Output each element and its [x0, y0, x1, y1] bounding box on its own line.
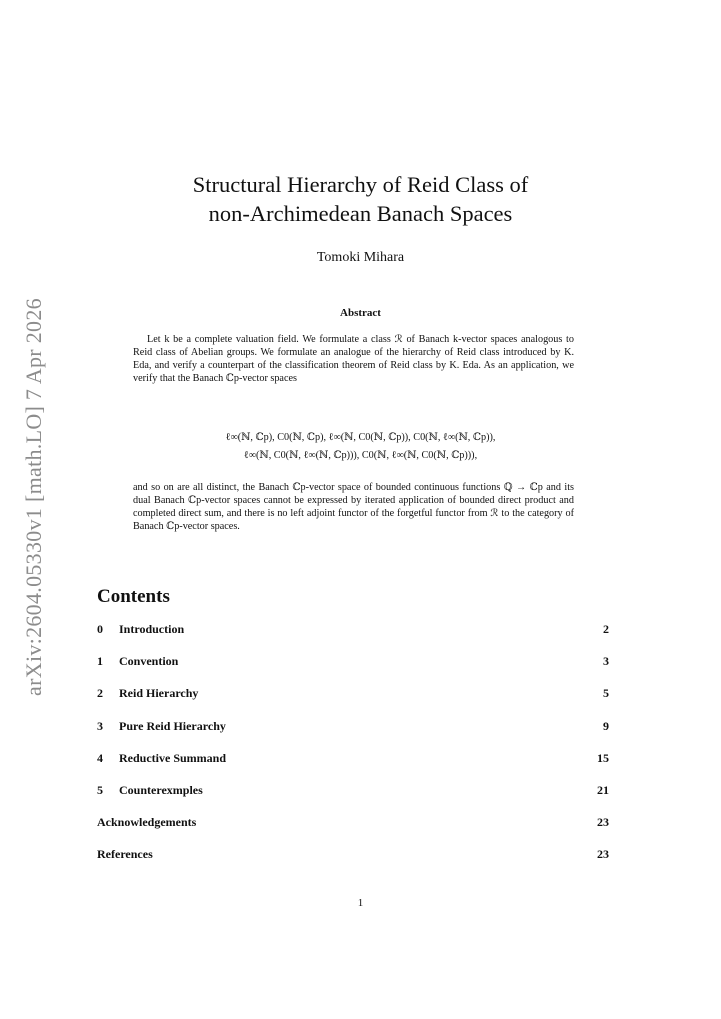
toc-entry[interactable] [97, 719, 609, 751]
toc-entry-page: 21 [597, 782, 609, 797]
paper-title [0, 170, 721, 228]
abstract-paragraph-2: and so on are all distinct, the Banach ℂp-vector space of bounded continuous functions ℚ → ℂp and its dual Banach ℂp-vector spaces cannot be expressed by iterated application of bounded direct product and completed direct sum, and there is no left adjoint functor of the forgetful functor from ℛ to the category of Banach ℂp-vector spaces. [133, 482, 574, 533]
paper-title-line-2: non-Archimedean Banach Spaces [208, 201, 513, 226]
toc-entry-page: 9 [603, 718, 609, 733]
table-of-contents [97, 622, 609, 880]
author-name: Tomoki Mihara [316, 250, 405, 265]
toc-entry[interactable] [97, 847, 609, 879]
abstract-display-formula [0, 429, 721, 465]
toc-entry[interactable] [97, 751, 609, 783]
toc-entry-title: Pure Reid Hierarchy [119, 718, 226, 733]
toc-entry-page: 23 [597, 815, 609, 830]
toc-entry-title: Convention [119, 654, 179, 669]
toc-entry[interactable] [97, 783, 609, 815]
toc-entry-title: Counterexmples [119, 782, 203, 797]
toc-entry-page: 23 [597, 847, 609, 862]
toc-entry-number: 2 [97, 686, 103, 701]
display-formula-line-2: ℓ∞(ℕ, C0(ℕ, ℓ∞(ℕ, ℂp))), C0(ℕ, ℓ∞(ℕ, C0(ℕ, ℂp))), [243, 450, 478, 461]
toc-entry-number: 5 [97, 782, 103, 797]
toc-entry[interactable] [97, 622, 609, 654]
toc-entry-number: 4 [97, 750, 103, 765]
arxiv-identifier-text: arXiv:2604.05330v1 [math.LO] 7 Apr 2026 [21, 298, 46, 696]
toc-entry-title: Reductive Summand [119, 750, 227, 765]
paper-title-line-1: Structural Hierarchy of Reid Class of [192, 172, 529, 197]
toc-entry-title: Introduction [119, 622, 185, 636]
abstract-heading: Abstract [340, 307, 381, 319]
abstract-paragraph-1: Let k be a complete valuation field. We formulate a class ℛ of Banach k-vector spaces analogous to Reid class of Abelian groups. We formulate an analogue of the hierarchy of Reid class introduced by K. Eda, and verify a counterpart of the classification theorem of Reid class by K. Eda. As an application, we verify that the Banach ℂp-vector spaces [133, 334, 574, 385]
toc-entry-page: 15 [597, 750, 609, 765]
page-number: 1 [357, 897, 364, 909]
toc-entry-number: 0 [97, 622, 103, 636]
toc-entry-page: 5 [603, 686, 609, 701]
toc-entry-page: 2 [603, 622, 609, 636]
toc-entry-number: 3 [97, 718, 103, 733]
toc-entry[interactable] [97, 654, 609, 686]
toc-entry-number: 1 [97, 654, 103, 669]
toc-entry-title: Acknowledgements [97, 815, 197, 830]
toc-entry[interactable] [97, 815, 609, 847]
toc-entry[interactable] [97, 686, 609, 718]
toc-entry-title: References [97, 847, 153, 862]
contents-heading: Contents [97, 586, 170, 607]
display-formula-line-1: ℓ∞(ℕ, ℂp), C0(ℕ, ℂp), ℓ∞(ℕ, C0(ℕ, ℂp)), C0(ℕ, ℓ∞(ℕ, ℂp)), [225, 432, 496, 443]
toc-entry-page: 3 [603, 654, 609, 669]
toc-entry-title: Reid Hierarchy [119, 686, 199, 701]
